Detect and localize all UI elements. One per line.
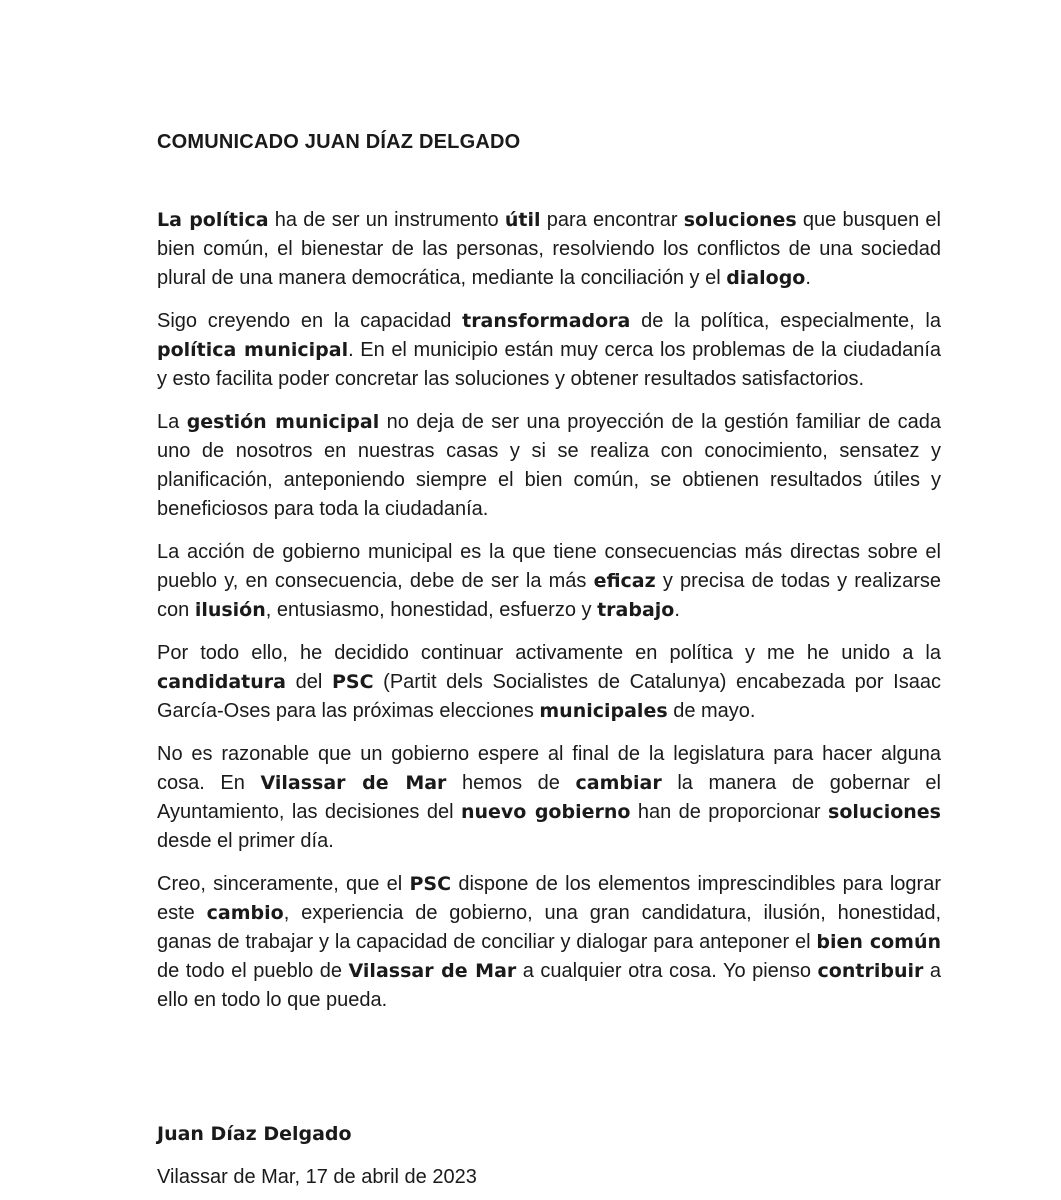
text-run: para encontrar: [540, 209, 684, 231]
text-run: . En el municipio están muy cerca los problemas de la ciudadanía y esto facilita poder concretar las soluciones y obtener resultados satisfactorios.: [157, 339, 941, 390]
text-run: dispone de los elementos imprescindibles para lograr este: [157, 873, 942, 924]
text-run: La acción de gobierno municipal es la que tiene consecuencias más directas sobre el pueblo y, en consecuencia, debe de ser la más: [157, 541, 941, 592]
bold-text: trabajo: [597, 599, 675, 621]
document-title: COMUNICADO JUAN DÍAZ DELGADO: [157, 131, 521, 153]
bold-text: gestión municipal: [186, 411, 380, 433]
paragraph: [157, 538, 941, 625]
bold-text: soluciones: [683, 209, 797, 231]
bold-text: Vilassar de Mar: [260, 772, 447, 794]
bold-text: soluciones: [828, 801, 941, 823]
text-run: de la política, especialmente, la: [630, 310, 941, 332]
bold-text: ilusión: [194, 599, 266, 621]
paragraph: [157, 206, 941, 293]
bold-text: nuevo gobierno: [460, 801, 631, 823]
paragraph: [157, 408, 941, 524]
text-run: de mayo.: [667, 700, 756, 722]
text-run: han de proporcionar: [630, 801, 829, 823]
bold-text: dialogo: [726, 267, 806, 289]
signature-name: Juan Díaz Delgado: [157, 1123, 352, 1145]
document-page: [157, 0, 941, 1200]
text-run: desde el primer día.: [157, 830, 334, 852]
paragraph: [157, 639, 941, 726]
text-run: hemos de: [446, 772, 576, 794]
bold-text: La política: [157, 209, 269, 231]
text-run: a cualquier otra cosa. Yo pienso: [516, 960, 818, 982]
bold-text: contribuir: [817, 960, 924, 982]
text-run: Por todo ello, he decidido continuar activamente en política y me he unido a la: [157, 642, 941, 664]
bold-text: útil: [504, 209, 541, 231]
text-run: .: [674, 599, 680, 621]
text-run: , experiencia de gobierno, una gran candidatura, ilusión, honestidad, ganas de trabajar y la capacidad de conciliar y dialogar para anteponer el: [157, 902, 942, 953]
bold-text: eficaz: [593, 570, 656, 592]
text-run: .: [805, 267, 811, 289]
text-run: La: [157, 411, 187, 433]
paragraph: [157, 870, 941, 1015]
bold-text: PSC: [331, 671, 374, 693]
bold-text: transformadora: [462, 310, 631, 332]
text-run: Sigo creyendo en la capacidad: [157, 310, 463, 332]
bold-text: Vilassar de Mar: [348, 960, 517, 982]
paragraph: [157, 307, 941, 394]
text-run: No es razonable que un gobierno espere al final de la legislatura para hacer alguna cosa. En: [157, 743, 941, 794]
text-run: la manera de gobernar el Ayuntamiento, las decisiones del: [157, 772, 941, 823]
text-run: de todo el pueblo de: [157, 960, 349, 982]
place-and-date: Vilassar de Mar, 17 de abril de 2023: [157, 1166, 477, 1188]
text-run: del: [285, 671, 332, 693]
bold-text: cambiar: [575, 772, 662, 794]
bold-text: bien común: [816, 931, 941, 953]
bold-text: municipales: [539, 700, 668, 722]
bold-text: candidatura: [157, 671, 286, 693]
text-run: (Partit dels Socialistes de Catalunya) encabezada por Isaac García-Oses para las próximas elecciones: [157, 671, 941, 722]
text-run: no deja de ser una proyección de la gestión familiar de cada uno de nosotros en nuestras casas y si se realiza con conocimiento, sensatez y planificación, anteponiendo siempre el bien común, se obtienen resultados útiles y beneficiosos para toda la ciudadanía.: [157, 411, 941, 520]
text-run: que busquen el bien común, el bienestar de las personas, resolviendo los conflictos de una sociedad plural de una manera democrática, mediante la conciliación y el: [157, 209, 941, 289]
document-body: [157, 206, 941, 1029]
text-run: y precisa de todas y realizarse con: [157, 570, 941, 621]
bold-text: cambio: [206, 902, 284, 924]
text-run: a ello en todo lo que pueda.: [157, 960, 941, 1011]
text-run: , entusiasmo, honestidad, esfuerzo y: [265, 599, 598, 621]
bold-text: PSC: [409, 873, 452, 895]
paragraph: [157, 740, 941, 856]
text-run: Creo, sinceramente, que el: [157, 873, 410, 895]
text-run: ha de ser un instrumento: [268, 209, 505, 231]
bold-text: política municipal: [157, 339, 349, 361]
